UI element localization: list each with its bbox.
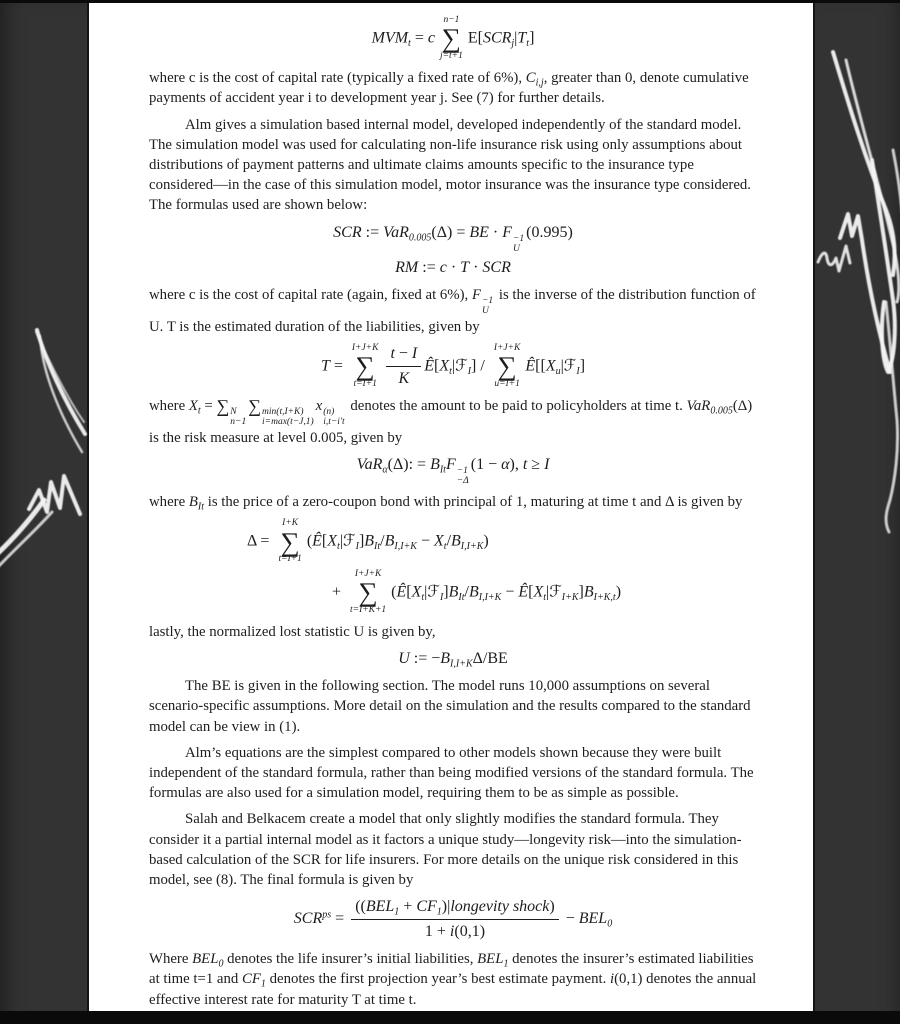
delta-formula-line2 [149, 569, 757, 616]
formula-line: + I+J+K ∑ t=I+K+1 ($Ê[X_t|ℱ_I]B_{It}/B_{I,I+K}$ − $Ê[X_t|ℱ_{I+K}]B_{I+K,t}$) [332, 568, 622, 615]
normalized-statistic-paragraph: lastly, the normalized lost statistic U is given by, [149, 623, 436, 640]
sub-sup-stack: −1 U [513, 233, 525, 254]
fraction: $\frac{t - I}{K}$ [386, 343, 421, 390]
scr-ps-formula [149, 896, 757, 943]
var-formula [149, 454, 757, 486]
rm-formula [149, 257, 757, 279]
duration-paragraph: where c is the cost of capital rate (again, fixed at 6%), F −1 U is the inverse of the distribution function of U. T is the estimated duration of the liabilities, given by [149, 287, 756, 335]
cost-of-capital-paragraph: where c is the cost of capital rate (typically a fixed rate of 6%), $C_{i,j}$, greater than 0, denote cumulative payments of accident year i to development year j. See (7) for further details. [149, 70, 749, 107]
photo-bottom-edge [0, 1011, 900, 1024]
formula-line: $MVM_t = c$ n−1 ∑ j=t+1 $E[SCR_j|T_t]$ [371, 15, 535, 62]
summation-sign: I+J+K ∑ t=I+1 [351, 342, 379, 389]
summation-sign: I+J+K ∑ t=I+K+1 [350, 568, 387, 615]
be-simulation-paragraph: The BE is given in the following section. The model runs 10,000 assumptions on several scenario-specific assumptions. More detail on the simulation and the results compared to the standard model can be view in (1). [149, 678, 751, 735]
fraction: $\frac{((BEL_1 + CF_1)|longevity shock)}{1 + i(0,1)}$ [351, 896, 559, 943]
summation-sign: I+K ∑ t=I+1 [278, 518, 302, 565]
sub-sup-stack: N n−1 [230, 407, 247, 428]
formula-line: VaR$_\alpha$(Δ): = $B_{It}F$ −1 −Δ (1 − α), t ≥ I [356, 455, 550, 486]
photo-top-edge [0, 0, 900, 3]
document-page [87, 0, 815, 1014]
payment-amount-paragraph: where $X_t$ = ∑ N n−1 ∑ min(t,I+K) i=max(t−J,1) x (n) i,t−i′t denotes the amount to be paid to policyholders at time t. VaR$_{0.005}$(Δ) is the risk measure at level 0.005, given by [149, 396, 753, 446]
delta-formula-line1 [149, 518, 757, 565]
formula-line: SCR := VaR$_{0.005}$(Δ) = BE · F −1 U (0.995) [333, 223, 573, 254]
duration-formula [149, 343, 757, 390]
formula-line: U := $-B_{I,I+K}\Delta/BE$ [398, 650, 508, 670]
photo-left-margin [0, 0, 87, 1024]
formula-line: T = I+J+K ∑ t=I+1 $\frac{t - I}{K}$ $Ê[X_t|ℱ_I]$ / I+J+K ∑ u=I+1 $Ê[[X_u|ℱ_I]$ [320, 342, 586, 389]
photo-right-margin [815, 0, 900, 1024]
scr-formula [149, 222, 757, 254]
alm-model-paragraph: Alm gives a simulation based internal model, developed independently of the standard model. The simulation model was used for calculating non-life insurance risk using only assumptions about distributions of payment patterns and ultimate claims amounts specific to the insurance type considered—in the case of this simulation model, motor insurance was the insurance type considered. The formulas used are shown below: [149, 116, 751, 214]
salah-belkacem-paragraph: Salah and Belkacem create a model that only slightly modifies the standard formula. They consider it a partial internal model as it factors a unique study—longevity risk—into the simulation-based calculation of the SCR for life insurers. For more details on the unique risk considered in this model, see (8). The final formula is given by [149, 811, 742, 888]
sub-sup-stack: min(t,I+K) i=max(t−J,1) [262, 407, 314, 428]
mvm-formula [149, 15, 757, 62]
formula-line: RM := c · T · SCR [395, 259, 511, 277]
zero-coupon-paragraph: where $B_{It}$ is the price of a zero-coupon bond with principal of 1, maturing at time t and Δ is given by [149, 494, 743, 513]
bel-definitions-paragraph: Where $BEL_0$ denotes the life insurer’s initial liabilities, $BEL_1$ denotes the insurer’s estimated liabilities at time t=1 and $CF_1$ denotes the first projection year’s best estimate payment. i(0,1) denotes the annual effective interest rate for maturity T at time t. [149, 951, 757, 1008]
formula-line: Δ = I+K ∑ t=I+1 $(Ê[X_t|ℱ_I]B_{It}/B_{I,I+K} - X_t/B_{I,I+K})$ [247, 518, 489, 565]
summation-sign: I+J+K ∑ u=I+1 [493, 342, 521, 389]
formula-line: $SCR^{ps}$ = $\frac{((BEL_1 + CF_1)|longevity shock)}{1 + i(0,1)}$ − $BEL_0$ [294, 896, 612, 943]
sub-sup-stack: (n) i,t−i′t [323, 407, 345, 428]
sub-sup-stack: −1 −Δ [456, 465, 469, 486]
alm-equations-paragraph: Alm’s equations are the simplest compared to other models shown because they were built independent of the standard formula, rather than being modified versions of the standard formula. The formulas are also used for a simulation model, requiring them to be as simple as possible. [149, 744, 754, 802]
sub-sup-stack: −1 U [481, 296, 494, 317]
u-formula [149, 648, 757, 670]
summation-sign: n−1 ∑ j=t+1 [439, 15, 463, 62]
